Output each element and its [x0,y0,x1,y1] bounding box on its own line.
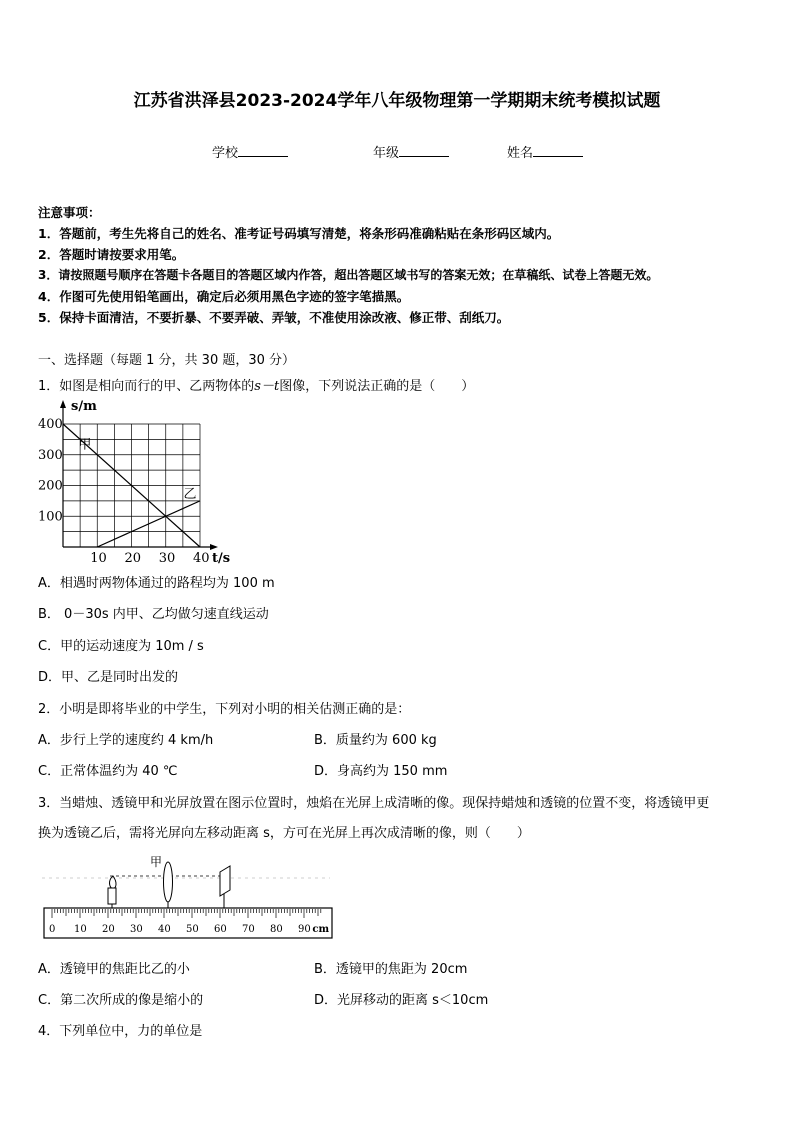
school-blank [238,144,288,157]
note-item-2: 2．答题时请按要求用笔。 [38,247,185,262]
q2-option-b[interactable]: B．质量约为 600 kg [314,733,437,748]
ruler-tick-label: 10 [74,924,87,935]
q3-stem-line1: 3．当蜡烛、透镜甲和光屏放置在图示位置时，烛焰在光屏上成清晰的像。现保持蜡烛和透镜的位置不变，将透镜甲更 [38,796,710,811]
grade-blank [399,144,449,157]
x-tick-label: 30 [158,551,176,566]
light-screen-icon [220,866,230,909]
q3-option-a[interactable]: A．透镜甲的焦距比乙的小 [38,962,190,977]
candle-icon [108,876,116,909]
ruler-tick-label: 50 [186,924,199,935]
y-tick-label: 300 [38,447,63,463]
ruler-tick-label: 20 [102,924,115,935]
section-heading: 一、选择题（每题 1 分，共 30 题，30 分） [38,353,296,368]
convex-lens-icon [164,862,173,909]
note-item-1: 1．答题前，考生先将自己的姓名、准考证号码填写清楚，将条形码准确粘贴在条形码区域内。 [38,226,560,241]
ruler-tick-label: 90 [298,924,311,935]
ruler-tick-label: 30 [130,924,143,935]
q1-option-d[interactable]: D．甲、乙是同时出发的 [38,670,179,685]
y-tick-label: 200 [38,478,63,494]
ruler-tick-label: 40 [158,924,171,935]
notes-heading: 注意事项： [38,205,101,220]
ruler-unit-label: cm [312,924,330,935]
x-axis-arrow [210,544,218,550]
note-item-3: 3．请按照题号顺序在答题卡各题目的答题区域内作答，超出答题区域书写的答案无效；在草稿纸、试卷上答题无效。 [38,268,659,282]
q3-option-c[interactable]: C．第二次所成的像是缩小的 [38,993,204,1008]
note-item-4: 4．作图可先使用铅笔画出，确定后必须用黑色字迹的签字笔描黑。 [38,289,410,304]
ruler-tick-label: 60 [214,924,227,935]
y-axis-arrow [60,400,66,408]
st-graph-axes [60,400,218,550]
q1-stem-var: s－t [254,379,280,394]
name-label: 姓名 [507,146,534,161]
q4-stem: 4．下列单位中，力的单位是 [38,1024,203,1039]
ruler-tick-label: 70 [242,924,255,935]
y-tick-label: 400 [38,417,63,432]
y-tick-label: 100 [38,509,63,525]
q3-option-b[interactable]: B．透镜甲的焦距为 20cm [314,962,468,977]
school-label: 学校 [212,146,239,161]
series-label-jia: 甲 [78,437,92,453]
ruler-tick-label: 80 [270,924,283,935]
series-label-yi: 乙 [183,486,197,502]
q3-option-d[interactable]: D．光屏移动的距离 s＜10cm [314,993,489,1008]
q2-option-a[interactable]: A．步行上学的速度约 4 km/h [38,733,214,748]
x-tick-label: 20 [124,551,142,566]
ruler-tick-label: 0 [49,924,56,935]
q1-option-a[interactable]: A．相遇时两物体通过的路程均为 100 m [38,576,275,591]
name-blank [533,144,583,157]
q1-option-b[interactable]: B． 0－30s 内甲、乙均做匀速直线运动 [38,607,269,622]
grade-field [373,142,449,161]
q2-stem: 2．小明是即将毕业的中学生，下列对小明的相关估测正确的是： [38,702,411,717]
q1-stem [38,375,474,394]
note-item-5: 5．保持卡面清洁，不要折暴、不要弄破、弄皱，不准使用涂改液、修正带、刮纸刀。 [38,310,510,325]
x-tick-label: 10 [90,551,107,566]
school-field [212,142,288,161]
x-axis-label: t/s [212,551,231,566]
x-tick-label: 40 [193,551,210,566]
grade-label: 年级 [373,146,400,161]
q2-option-c[interactable]: C．正常体温约为 40 ℃ [38,764,178,779]
q3-stem-line2: 换为透镜乙后，需将光屏向左移动距离 s，方可在光屏上再次成清晰的像，则（ ） [38,826,530,841]
name-field [507,142,583,161]
exam-title: 江苏省洪泽县2023-2024学年八年级物理第一学期期末统考模拟试题 [133,91,661,111]
q1-stem-b: 图像，下列说法正确的是（ ） [279,379,475,394]
optical-bench-figure [40,852,340,944]
q2-option-d[interactable]: D．身高约为 150 mm [314,764,448,779]
q1-option-c[interactable]: C．甲的运动速度为 10m / s [38,639,204,654]
y-axis-label: s/m [71,399,97,414]
lens-label: 甲 [150,855,163,869]
st-graph [36,396,266,566]
q1-stem-a: 1．如图是相向而行的甲、乙两物体的 [38,379,255,394]
